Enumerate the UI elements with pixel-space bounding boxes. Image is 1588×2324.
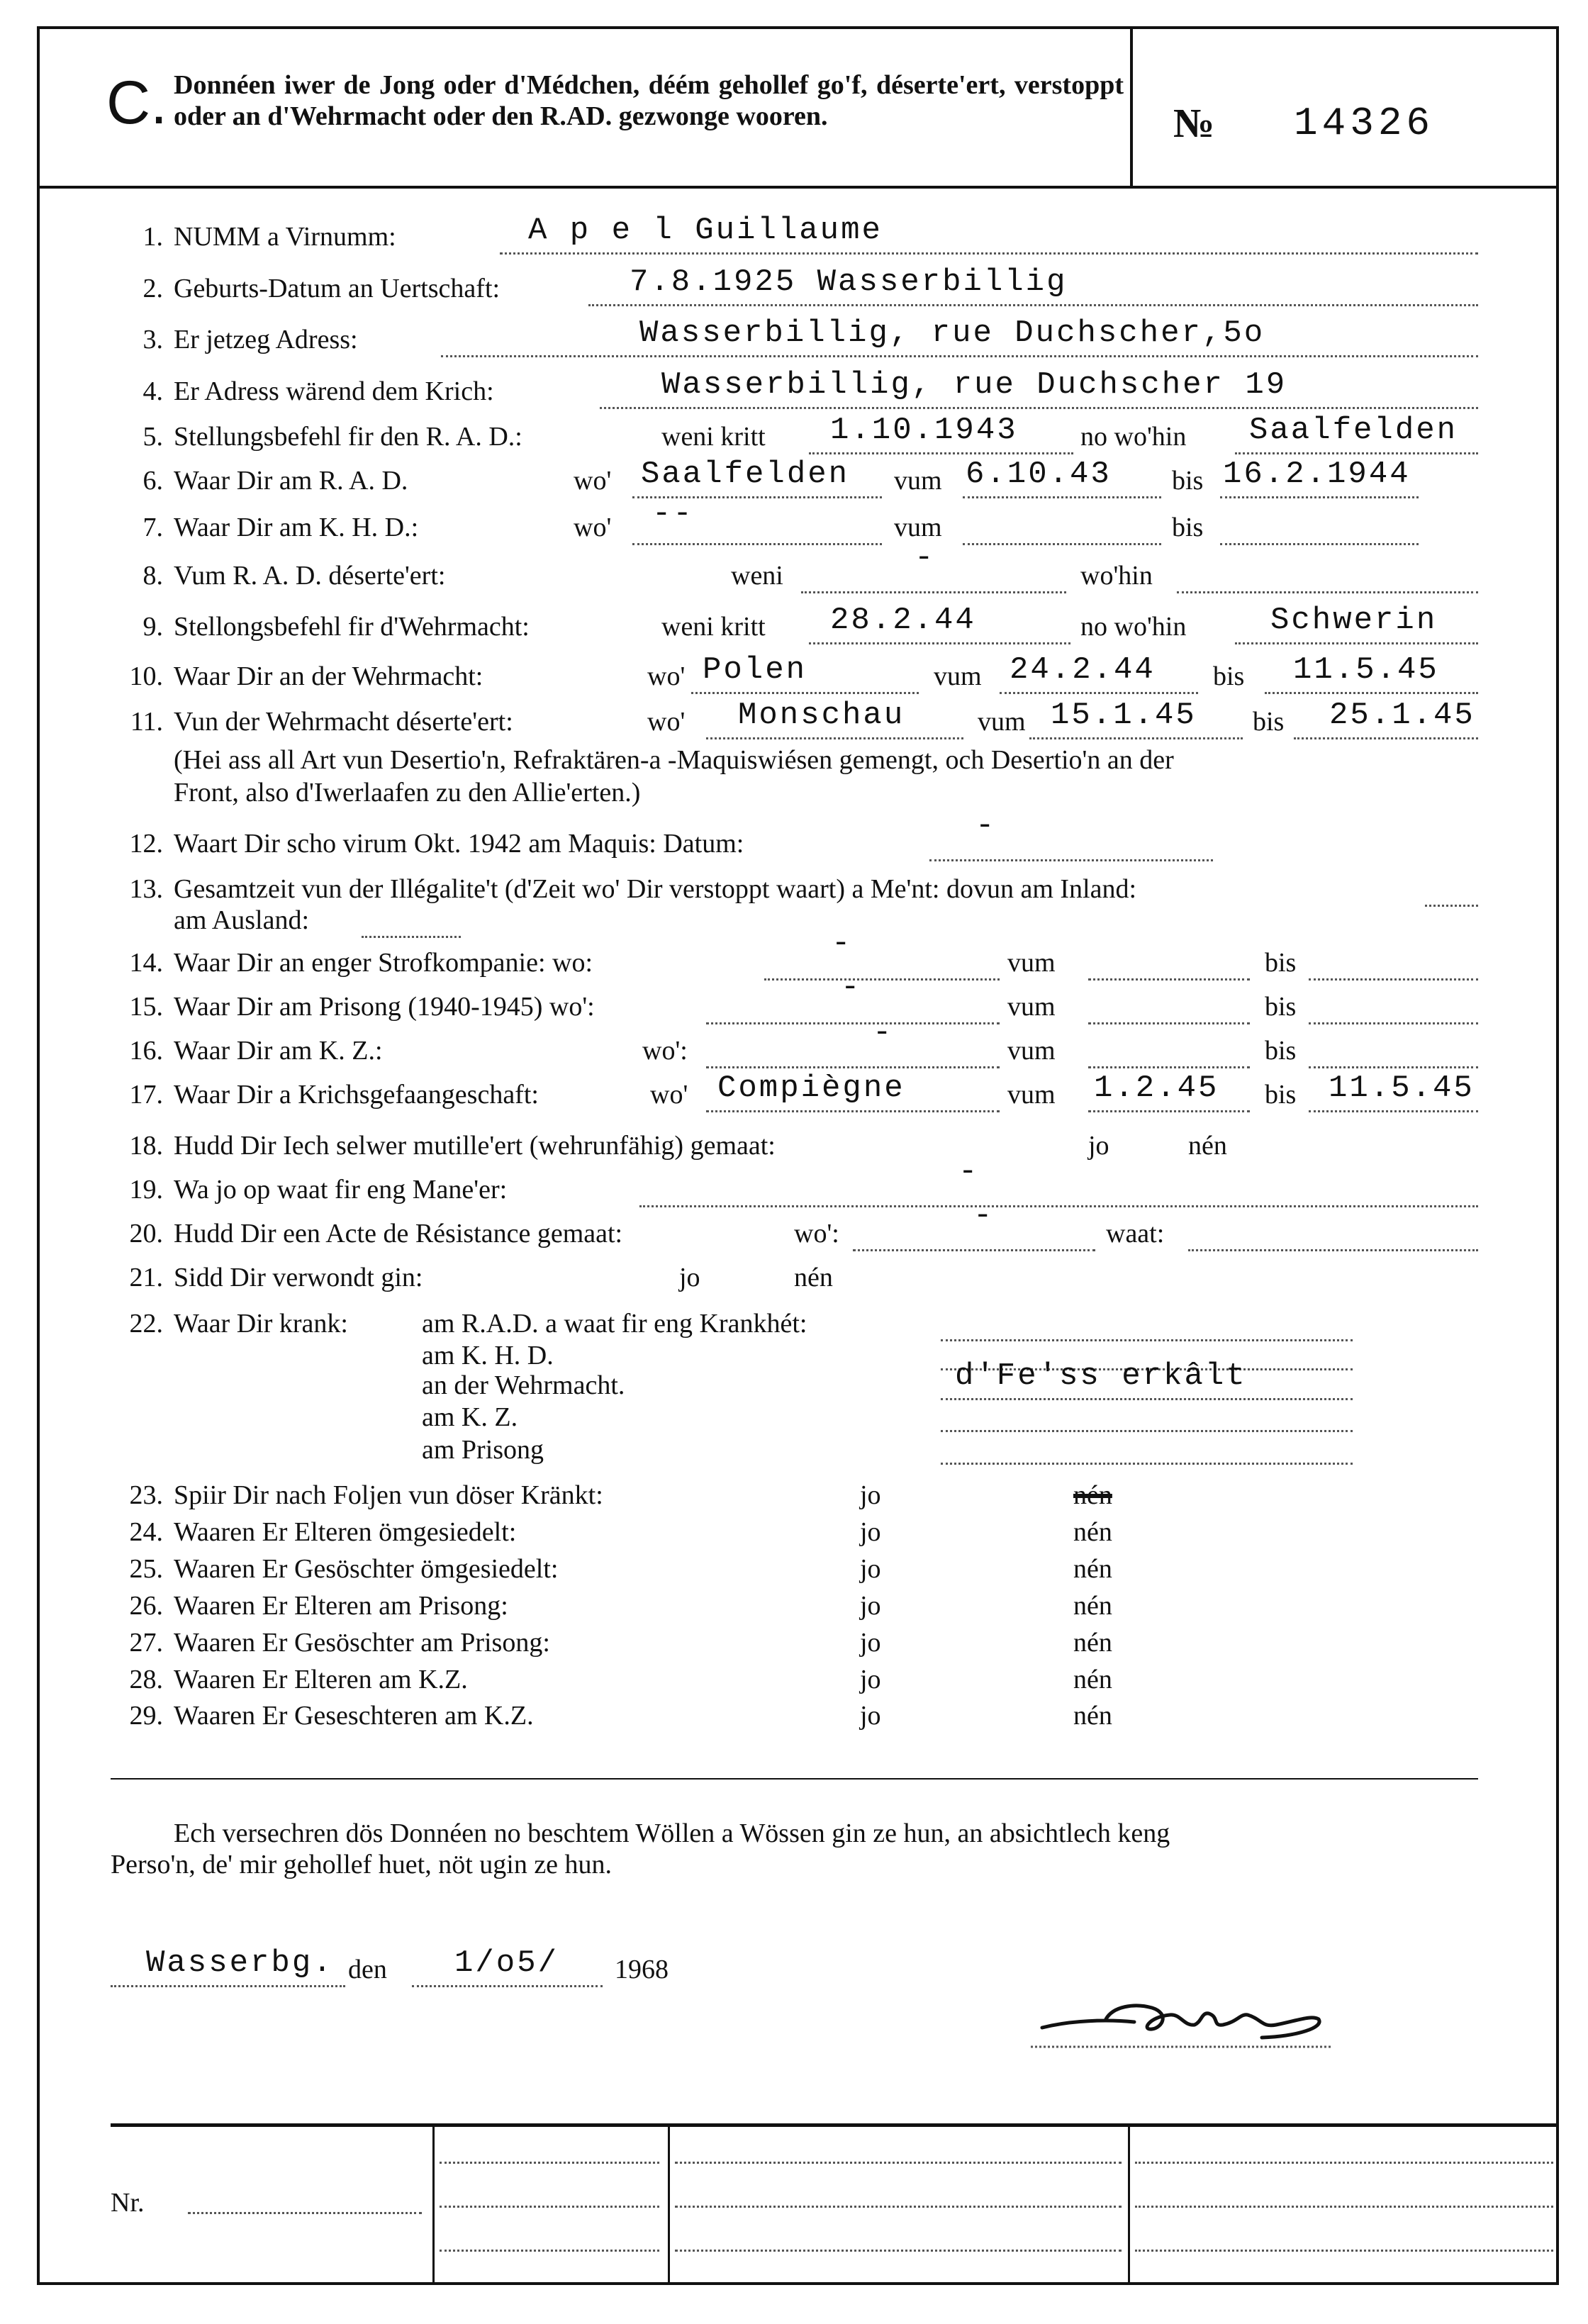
vum-label: vum	[1007, 992, 1056, 1022]
wo-value: -	[873, 1015, 894, 1051]
row-parents-kz	[0, 1664, 1588, 1699]
row-label: Waaren Er Gesöschter am Prisong:	[174, 1628, 550, 1658]
row-label: Waaren Er Elteren am Prisong:	[174, 1591, 508, 1621]
when-label: weni kritt	[661, 612, 766, 642]
footer-line[interactable]	[440, 2206, 659, 2208]
vum-value: 15.1.45	[1051, 698, 1197, 733]
footer-rule	[111, 2123, 1559, 2127]
place-field[interactable]	[111, 1945, 345, 1987]
vum-label: vum	[894, 513, 942, 542]
row-manner	[0, 1154, 1588, 1210]
when-field[interactable]	[809, 413, 1073, 454]
wo-field[interactable]	[706, 970, 1000, 1024]
jo-option[interactable]: jo	[860, 1628, 881, 1658]
row-birth	[0, 264, 1588, 308]
row-number: 4.	[142, 376, 163, 406]
wo-field[interactable]	[632, 496, 882, 545]
footer-col-divider	[432, 2123, 435, 2285]
when-value: 1.10.1943	[830, 413, 1018, 448]
where-label: no wo'hin	[1080, 612, 1187, 642]
birth-value: 7.8.1925 Wasserbillig	[630, 264, 1068, 300]
name-value: A p e l Guillaume	[528, 213, 883, 248]
header-divider	[1130, 26, 1133, 186]
nen-option[interactable]: nén	[1073, 1554, 1112, 1584]
row-label: Waaren Er Gesöschter ömgesiedelt:	[174, 1554, 559, 1584]
vum-label: vum	[934, 661, 982, 691]
row-label: Hudd Dir een Acte de Résistance gemaat:	[174, 1219, 623, 1248]
vum-label: vum	[1007, 1036, 1056, 1066]
row-label: Stellungsbefehl fir den R. A. D.:	[174, 422, 522, 452]
war-address-value: Wasserbillig, rue Duchscher 19	[661, 367, 1287, 403]
nr-field[interactable]	[188, 2212, 422, 2214]
vum-field[interactable]	[1029, 698, 1243, 739]
row-label: Waar Dir krank:	[174, 1309, 348, 1339]
desertion-note-line2: Front, also d'Iwerlaafen zu den Allie'erten.)	[174, 778, 641, 808]
vum-label: vum	[978, 707, 1026, 737]
sick-prison-field[interactable]	[941, 1431, 1353, 1465]
declaration-line1: Ech versechren dös Donnéen no beschtem Wöllen a Wössen gin ze hun, an absichtlech keng	[174, 1819, 1170, 1848]
row-label: Vum R. A. D. déserte'ert:	[174, 561, 446, 591]
bis-field[interactable]	[1309, 991, 1478, 1024]
bis-value: 11.5.45	[1293, 652, 1439, 688]
bis-label: bis	[1265, 1036, 1297, 1066]
where-field[interactable]	[1235, 603, 1478, 644]
bis-label: bis	[1265, 1080, 1297, 1110]
row-illegality	[0, 873, 1588, 909]
nen-option[interactable]: nén	[794, 1263, 833, 1292]
nen-option[interactable]: nén	[1073, 1517, 1112, 1547]
footer-line[interactable]	[675, 2162, 1122, 2164]
row-rad-order	[0, 413, 1588, 457]
footer-line[interactable]	[675, 2250, 1122, 2252]
bis-label: bis	[1265, 948, 1297, 978]
wo-field[interactable]	[706, 698, 963, 739]
form-number: 14326	[1294, 101, 1435, 146]
date-field[interactable]	[412, 1945, 603, 1987]
manner-field[interactable]	[639, 1154, 1478, 1207]
wo-field[interactable]	[691, 652, 919, 694]
where-field[interactable]	[1235, 413, 1478, 454]
row-number: 24.	[129, 1517, 163, 1547]
row-rad-desertion	[0, 540, 1588, 596]
bis-value: 25.1.45	[1329, 698, 1475, 733]
row-label: Geburts-Datum an Uertschaft:	[174, 274, 501, 303]
sub-label: am K. H. D.	[422, 1341, 554, 1370]
bis-label: bis	[1253, 707, 1285, 737]
row-label: Waar Dir an enger Strofkompanie: wo:	[174, 948, 593, 978]
vum-field[interactable]	[1088, 947, 1250, 981]
row-wehrmacht-order	[0, 603, 1588, 647]
row-after-effects	[0, 1480, 1588, 1515]
name-field[interactable]	[500, 213, 1478, 255]
footer-col-divider	[668, 2123, 670, 2285]
bis-value: 11.5.45	[1329, 1071, 1475, 1106]
wo-value: -	[832, 926, 853, 961]
row-number: 9.	[142, 612, 163, 642]
address-value: Wasserbillig, rue Duchscher,5o	[639, 315, 1265, 351]
footer-line[interactable]	[675, 2206, 1122, 2208]
sub-label: an der Wehrmacht.	[422, 1370, 625, 1400]
bis-field[interactable]	[1294, 698, 1478, 739]
row-wehrmacht-desertion	[0, 698, 1588, 742]
where-value: Schwerin	[1270, 603, 1438, 638]
sub-label: am R.A.D. a waat fir eng Krankhét:	[422, 1309, 807, 1339]
jo-option[interactable]: jo	[860, 1554, 881, 1584]
row-wounded	[0, 1262, 1588, 1297]
declaration-line2: Perso'n, de' mir gehollef huet, nöt ugin ze hun.	[111, 1850, 613, 1879]
row-siblings-kz	[0, 1700, 1588, 1736]
signature	[1028, 1978, 1340, 2056]
footer-line[interactable]	[1135, 2250, 1553, 2252]
row-number: 19.	[129, 1175, 163, 1205]
row-khd	[0, 496, 1588, 547]
wo-field[interactable]	[706, 1015, 1000, 1068]
vum-value: 1.2.45	[1094, 1071, 1219, 1106]
vum-field[interactable]	[1000, 652, 1198, 694]
wo-value: --	[652, 496, 694, 532]
row-label: Wa jo op waat fir eng Mane'er:	[174, 1175, 508, 1205]
maquis-date-field[interactable]	[929, 808, 1213, 861]
row-label: Gesamtzeit vun der Illégalite't (d'Zeit wo' Dir verstoppt waart) a Me'nt: dovun am Inland:	[174, 874, 1137, 904]
jo-option[interactable]: jo	[860, 1665, 881, 1694]
row-label: Hudd Dir Iech selwer mutille'ert (wehrunfähig) gemaat:	[174, 1131, 776, 1161]
row-maquis	[0, 808, 1588, 864]
bis-field[interactable]	[1309, 947, 1478, 981]
row-address	[0, 315, 1588, 359]
wo-field[interactable]	[706, 1071, 1000, 1112]
row-parents-prison	[0, 1590, 1588, 1626]
jo-option[interactable]: jo	[860, 1480, 881, 1510]
row-number: 25.	[129, 1554, 163, 1584]
wo-label: wo'	[647, 707, 686, 737]
sick-wehrmacht-field[interactable]	[941, 1358, 1353, 1400]
row-number: 17.	[129, 1080, 163, 1110]
when-label: weni kritt	[661, 422, 766, 452]
row-number: 6.	[142, 466, 163, 496]
wo-field[interactable]	[764, 926, 1000, 981]
wo-value: -	[973, 1198, 995, 1234]
row-self-mutilation	[0, 1130, 1588, 1166]
wo-label: wo'	[650, 1080, 688, 1110]
bis-field[interactable]	[1309, 1035, 1478, 1068]
when-label: weni	[731, 561, 783, 591]
address-field[interactable]	[441, 315, 1478, 357]
bis-value: 16.2.1944	[1223, 457, 1411, 492]
vum-field[interactable]	[1088, 1035, 1250, 1068]
nen-option[interactable]: nén	[1073, 1701, 1112, 1731]
row-label: Waar Dir am K. H. D.:	[174, 513, 419, 542]
row-number: 7.	[142, 513, 163, 542]
year-label: 1968	[615, 1955, 669, 1984]
vum-value: 24.2.44	[1010, 652, 1156, 688]
wo-value: Saalfelden	[641, 457, 850, 492]
den-label: den	[348, 1955, 387, 1984]
row-label: Waar Dir am Prisong (1940-1945) wo':	[174, 992, 595, 1022]
wo-label: wo'	[574, 513, 612, 542]
where-value: Saalfelden	[1249, 413, 1458, 448]
vum-field[interactable]	[963, 512, 1161, 545]
vum-field[interactable]	[963, 457, 1161, 498]
footer-line[interactable]	[1135, 2162, 1553, 2164]
wo-field[interactable]	[632, 457, 882, 498]
sub-label: am K. Z.	[422, 1402, 518, 1432]
jo-option[interactable]: jo	[860, 1517, 881, 1547]
bis-field[interactable]	[1220, 457, 1419, 498]
row-kz	[0, 1015, 1588, 1071]
row-war-address	[0, 367, 1588, 411]
row-number: 26.	[129, 1591, 163, 1621]
abroad-field[interactable]	[362, 905, 461, 938]
row-label: Vun der Wehrmacht déserte'ert:	[174, 707, 513, 737]
row-number: 22.	[129, 1309, 163, 1339]
nr-label: Nr.	[111, 2188, 145, 2218]
wo-field[interactable]	[853, 1198, 1095, 1251]
row-name	[0, 213, 1588, 257]
footer-line[interactable]	[440, 2250, 659, 2252]
row-siblings-prison	[0, 1627, 1588, 1663]
wo-label: wo':	[794, 1219, 839, 1248]
wo-value: -	[841, 970, 862, 1005]
when-field[interactable]	[809, 603, 1070, 644]
vum-field[interactable]	[1088, 991, 1250, 1024]
row-label: Sidd Dir verwondt gin:	[174, 1263, 423, 1292]
nen-option[interactable]: nén	[1073, 1591, 1112, 1621]
row-label: Waart Dir scho virum Okt. 1942 am Maquis: Datum:	[174, 829, 744, 859]
row-label: Waar Dir am K. Z.:	[174, 1036, 383, 1066]
bis-label: bis	[1213, 661, 1245, 691]
row-number: 13.	[129, 874, 163, 904]
manner-value: -	[958, 1154, 980, 1190]
bis-label: bis	[1172, 466, 1204, 496]
sick-kz-field[interactable]	[941, 1399, 1353, 1432]
row-number: 18.	[129, 1131, 163, 1161]
row-parents-resettled	[0, 1516, 1588, 1552]
row-label: Waar Dir an der Wehrmacht:	[174, 661, 483, 691]
nen-option-struck[interactable]: nén	[1073, 1480, 1112, 1510]
vum-label: vum	[1007, 1080, 1056, 1110]
row-label: Waar Dir am R. A. D.	[174, 466, 408, 496]
row-label: Waaren Er Elteren am K.Z.	[174, 1665, 468, 1694]
where-field[interactable]	[1177, 560, 1478, 593]
where-label: wo'hin	[1080, 561, 1153, 591]
row-pow	[0, 1071, 1588, 1114]
bis-field[interactable]	[1309, 1071, 1478, 1112]
jo-option[interactable]: jo	[679, 1263, 700, 1292]
row-number: 11.	[130, 707, 163, 737]
row-label: Waar Dir a Krichsgefaangeschaft:	[174, 1080, 539, 1110]
row-label: Er Adress wärend dem Krich:	[174, 376, 494, 406]
row-number: 8.	[142, 561, 163, 591]
nen-option[interactable]: nén	[1073, 1628, 1112, 1658]
form-title: Donnéen iwer de Jong oder d'Médchen, déém gehollef go'f, déserte'ert, verstoppt oder an d'Wehrmacht oder den R.AD. gezwonge wooren.	[174, 70, 1124, 131]
row-prison	[0, 970, 1588, 1027]
waat-field[interactable]	[1188, 1218, 1478, 1251]
when-field[interactable]	[801, 540, 1066, 593]
waat-label: waat:	[1106, 1219, 1165, 1248]
wo-value: Compiègne	[717, 1071, 905, 1106]
row-label: Waaren Er Elteren ömgesiedelt:	[174, 1517, 517, 1547]
war-address-field[interactable]	[600, 367, 1478, 409]
row-number: 15.	[129, 992, 163, 1022]
row-rad	[0, 457, 1588, 501]
row-label: NUMM a Virnumm:	[174, 222, 396, 252]
footer-line[interactable]	[1135, 2206, 1553, 2208]
row-number: 16.	[129, 1036, 163, 1066]
row-number: 10.	[129, 661, 163, 691]
row-label: Er jetzeg Adress:	[174, 325, 358, 354]
row-number: 12.	[129, 829, 163, 859]
sub-label: am Prisong	[422, 1435, 544, 1465]
bis-field[interactable]	[1220, 512, 1419, 545]
wo-value: Polen	[703, 652, 807, 688]
desertion-note-line1: (Hei ass all Art vun Desertio'n, Refraktären-a -Maquiswiésen gemengt, och Desertio'n an der	[174, 745, 1174, 775]
jo-option[interactable]: jo	[1088, 1131, 1109, 1161]
jo-option[interactable]: jo	[860, 1591, 881, 1621]
row-number: 29.	[129, 1701, 163, 1731]
row-label: Spiir Dir nach Foljen vun döser Kränkt:	[174, 1480, 603, 1510]
footer-line[interactable]	[440, 2162, 659, 2164]
bis-field[interactable]	[1265, 652, 1478, 694]
row-penal-company	[0, 926, 1588, 983]
row-label: am Ausland:	[174, 905, 310, 935]
place-value: Wasserbg.	[146, 1945, 334, 1981]
nen-option[interactable]: nén	[1188, 1131, 1227, 1161]
section-divider	[111, 1778, 1478, 1780]
row-label: Waaren Er Geseschteren am K.Z.	[174, 1701, 534, 1731]
where-label: no wo'hin	[1080, 422, 1187, 452]
row-number: 2.	[142, 274, 163, 303]
row-resistance	[0, 1198, 1588, 1253]
row-sick-prison	[0, 1434, 1588, 1470]
nen-option[interactable]: nén	[1073, 1665, 1112, 1694]
footer-col-divider	[1128, 2123, 1130, 2285]
vum-field[interactable]	[1088, 1071, 1250, 1112]
row-number: 5.	[142, 422, 163, 452]
row-label: Stellongsbefehl fir d'Wehrmacht:	[174, 612, 530, 642]
wo-value: Monschau	[738, 698, 905, 733]
row-illegality-abroad	[0, 905, 1588, 940]
row-number: 3.	[142, 325, 163, 354]
header-rule	[37, 186, 1559, 189]
row-number: 21.	[129, 1263, 163, 1292]
row-number: 28.	[129, 1665, 163, 1694]
bis-label: bis	[1265, 992, 1297, 1022]
row-number: 14.	[129, 948, 163, 978]
sick-rad-field[interactable]	[941, 1308, 1353, 1341]
vum-label: vum	[1007, 948, 1056, 978]
row-siblings-resettled	[0, 1553, 1588, 1589]
date-value: 1/o5/	[454, 1945, 559, 1981]
row-number: 20.	[129, 1219, 163, 1248]
row-number: 1.	[142, 222, 163, 252]
bis-label: bis	[1172, 513, 1204, 542]
when-value: -	[915, 540, 936, 576]
sick-wehrmacht-value: d'Fe'ss erkâlt	[955, 1358, 1247, 1394]
signing-row	[0, 1945, 1588, 1989]
jo-option[interactable]: jo	[860, 1701, 881, 1731]
wo-label: wo':	[642, 1036, 688, 1066]
number-sign: №	[1173, 100, 1215, 146]
wo-label: wo'	[574, 466, 612, 496]
section-letter: C.	[106, 69, 167, 137]
when-value: 28.2.44	[830, 603, 976, 638]
birth-field[interactable]	[588, 264, 1478, 306]
maquis-date-value: -	[975, 808, 997, 844]
inland-field[interactable]	[1425, 873, 1478, 907]
row-wehrmacht	[0, 652, 1588, 696]
vum-label: vum	[894, 466, 942, 496]
row-number: 27.	[129, 1628, 163, 1658]
row-number: 23.	[129, 1480, 163, 1510]
vum-value: 6.10.43	[966, 457, 1112, 492]
wo-label: wo'	[647, 661, 686, 691]
